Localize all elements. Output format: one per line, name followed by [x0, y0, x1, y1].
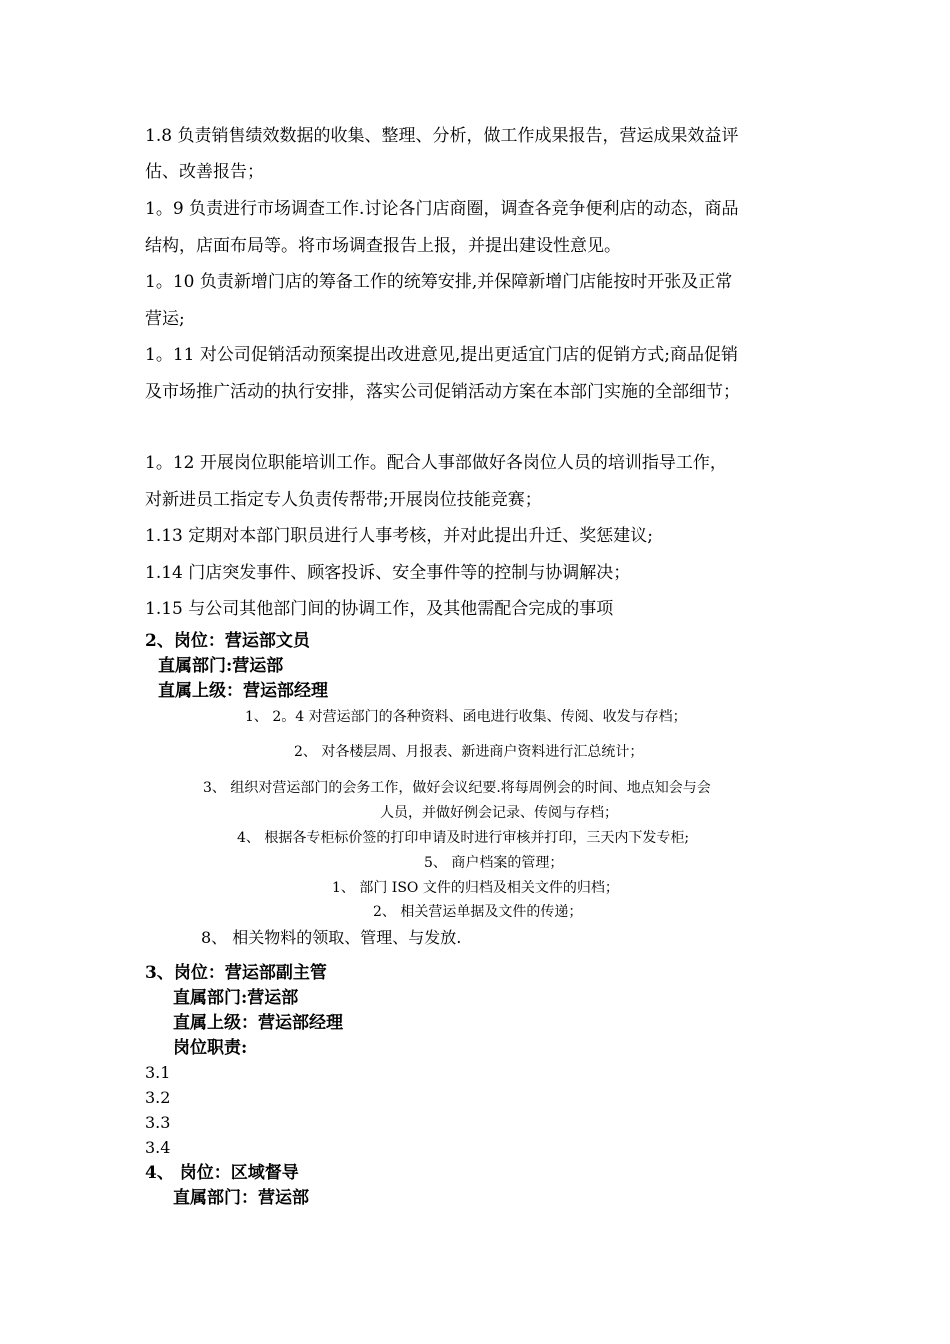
section-2-dept: 直属部门:营运部	[158, 656, 284, 676]
duty-item: 3、 组织对营运部门的会务工作，做好会议纪要.将每周例会的时间、地点知会与会	[203, 780, 711, 796]
paragraph-line: 1.8 负责销售绩效数据的收集、整理、分析，做工作成果报告，营运成果效益评	[145, 126, 739, 146]
section-3-dept: 直属部门:营运部	[173, 988, 299, 1008]
paragraph-line: 1.15 与公司其他部门间的协调工作，及其他需配合完成的事项	[145, 599, 614, 619]
paragraph-line: 1.14 门店突发事件、顾客投诉、安全事件等的控制与协调解决；	[145, 563, 631, 583]
section-3-duties-label: 岗位职责:	[173, 1038, 248, 1058]
paragraph-line: 1。9 负责进行市场调查工作.讨论各门店商圈，调查各竞争便利店的动态，商品	[145, 199, 739, 219]
paragraph-line: 及市场推广活动的执行安排，落实公司促销活动方案在本部门实施的全部细节；	[145, 382, 740, 402]
paragraph-line: 1。12 开展岗位职能培训工作。配合人事部做好各岗位人员的培训指导工作，	[145, 453, 727, 473]
paragraph-line: 1。11 对公司促销活动预案提出改进意见,提出更适宜门店的促销方式;商品促销	[145, 345, 738, 365]
paragraph-line: 估、改善报告；	[145, 162, 264, 182]
duty-item: 4、 根据各专柜标价签的打印申请及时进行审核并打印，三天内下发专柜;	[237, 830, 690, 846]
duty-number: 3.3	[145, 1113, 171, 1132]
section-4-title: 4、 岗位：区域督导	[145, 1163, 299, 1183]
duty-number: 3.1	[145, 1063, 171, 1082]
duty-item: 5、 商户档案的管理；	[424, 855, 564, 871]
duty-item: 2、 相关营运单据及文件的传递；	[373, 904, 583, 920]
section-4-dept: 直属部门：营运部	[173, 1188, 309, 1208]
section-3-superior: 直属上级：营运部经理	[173, 1013, 343, 1033]
duty-item: 8、 相关物料的领取、管理、与发放.	[201, 928, 462, 947]
section-2-superior: 直属上级：营运部经理	[158, 681, 328, 701]
paragraph-line: 对新进员工指定专人负责传帮带;开展岗位技能竞赛；	[145, 490, 542, 510]
duty-item: 2、 对各楼层周、月报表、新进商户资料进行汇总统计；	[294, 744, 644, 760]
duty-item: 人员，并做好例会记录、传阅与存档；	[380, 805, 618, 821]
duty-item: 1、 2。4 对营运部门的各种资料、函电进行收集、传阅、收发与存档；	[245, 709, 687, 725]
paragraph-line: 结构，店面布局等。将市场调查报告上报，并提出建设性意见。	[145, 236, 621, 256]
section-3-title: 3、岗位：营运部副主管	[145, 963, 327, 983]
duty-number: 3.4	[145, 1138, 171, 1157]
paragraph-line: 1.13 定期对本部门职员进行人事考核，并对此提出升迁、奖惩建议;	[145, 526, 653, 546]
paragraph-line: 营运;	[145, 309, 185, 329]
duty-item: 1、 部门 ISO 文件的归档及相关文件的归档；	[332, 880, 619, 896]
duty-number: 3.2	[145, 1088, 171, 1107]
section-2-title: 2、岗位：营运部文员	[145, 631, 310, 651]
paragraph-line: 1。10 负责新增门店的筹备工作的统筹安排,并保障新增门店能按时开张及正常	[145, 272, 733, 292]
